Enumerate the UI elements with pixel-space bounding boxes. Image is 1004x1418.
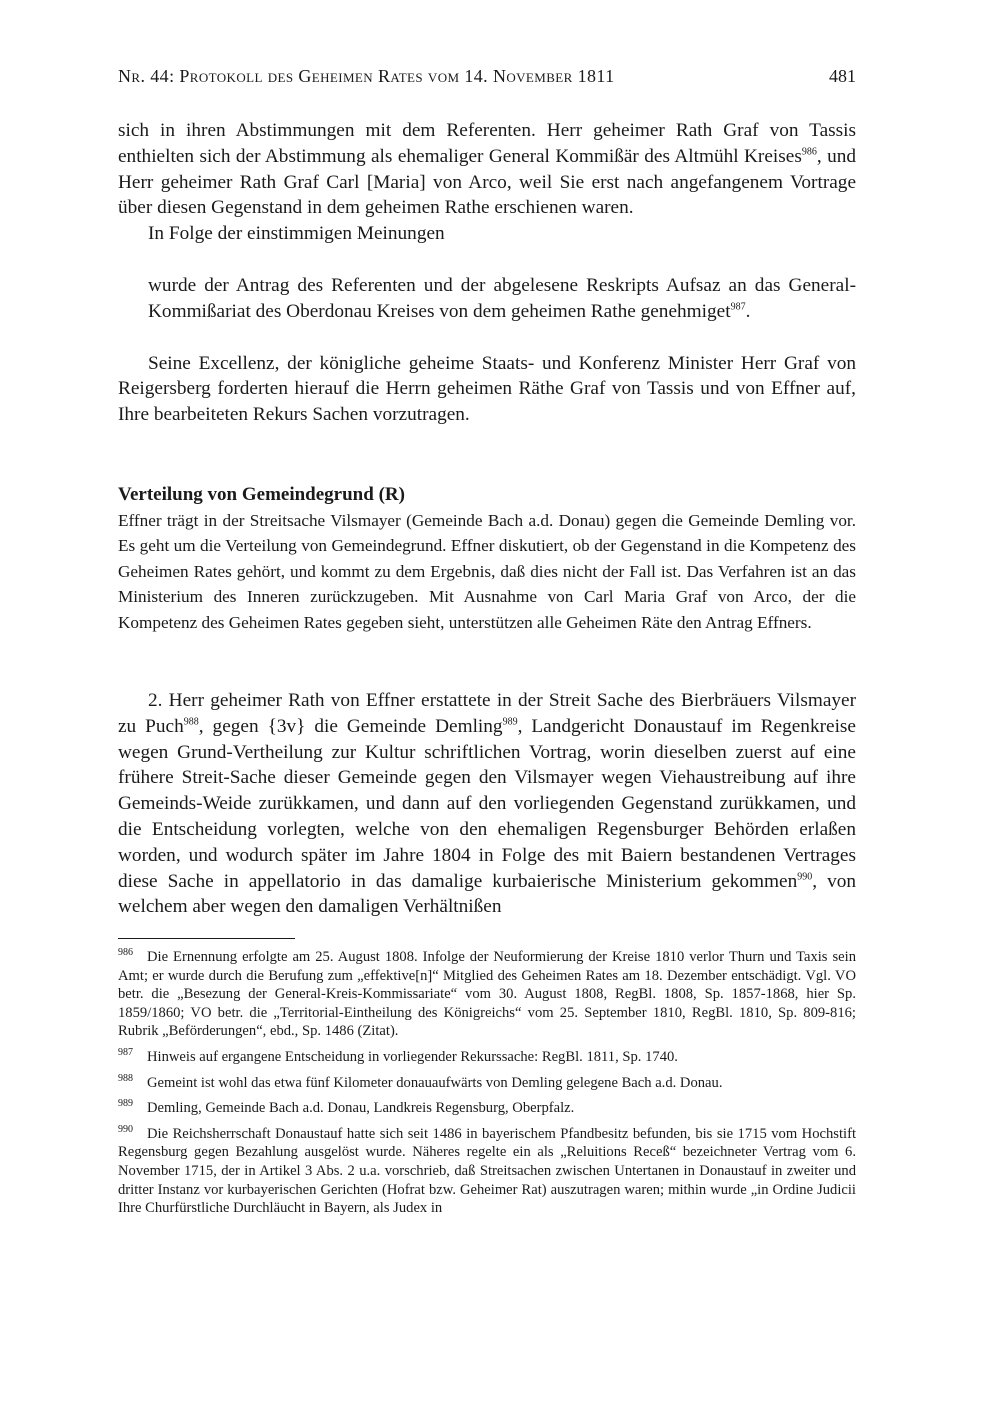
paragraph-consensus: In Folge der einstimmigen Meinungen — [148, 223, 445, 245]
footnote-ref-986[interactable]: 986 — [801, 146, 817, 158]
footnotes — [118, 948, 856, 1225]
paragraph-reigersberg: Seine Excellenz, der königliche geheime Staats- und Konferenz Minister Herr Graf von Reigersberg forderten hierauf die Herrn geheimen Räthe Graf von Tassis und von Effner auf, Ihre bearbeiteten Rekurs Sachen vorzutragen. — [118, 352, 856, 426]
footnote-ref-987[interactable]: 987 — [730, 301, 746, 313]
protocol-text-lower — [118, 688, 856, 920]
paragraph-voting: sich in ihren Abstimmungen mit dem Referenten. Herr geheimer Rath Graf von Tassis enthielten sich der Abstimmung als ehemaliger General Kommißär des Altmühl Kreises$^{986}$, und Herr geheimer Rath Graf Carl [Maria] von Arco, weil Sie erst nach angefangenem Vortrage über diesen Gegenstand in dem geheimen Rathe erschienen waren. — [118, 120, 856, 219]
footnote-987: $^{987}$ Hinweis auf ergangene Entscheidung in vorliegender Rekurssache: RegBl. 1811, Sp. 1740. — [118, 1047, 678, 1065]
footnote-988: $^{988}$ Gemeint ist wohl das etwa fünf Kilometer donauaufwärts von Demling gelegene Bach a.d. Donau. — [118, 1072, 723, 1091]
summary-text: Effner trägt in der Streitsache Vilsmayer (Gemeinde Bach a.d. Donau) gegen die Gemeinde Demling vor. Es geht um die Verteilung von Gemeindegrund. Effner diskutiert, ob der Gegenstand in die Kompetenz des Geheimen Rates gehört, und kommt zu dem Ergebnis, daß dies nicht der Fall ist. Das Verfahren ist an das Ministerium des Inneren zurückzugeben. Mit Ausnahme von Carl Maria Graf von Arco, der die Kompetenz des Geheimen Rates gegeben sieht, unterstützen alle Geheimen Räte den Antrag Effners. — [118, 510, 856, 632]
section-heading: Verteilung von Gemeindegrund (R) — [118, 484, 405, 505]
paragraph-effner-report: 2. Herr geheimer Rath von Effner erstattete in der Streit Sache des Bierbräuers Vilsmayer zu Puch$^{988}$, gegen {3v} die Gemeinde Demling$^{989}$, Landgericht Donaustauf im Regenkreise wegen Grund-Vertheilung zur Kultur schriftlichen Vortrag, worin dieselben zuerst auf eine frühere Streit-Sache dieser Gemeinde gegen den Vilsmayer wegen Viehaustreibung auf ihre Gemeinds-Weide zurükkamen, und dann auf den vorliegenden Gegenstand zurükkamen, und die Entscheidung vorlegten, welche von den ehemaligen Regensburger Behörden erlaßen worden, und wodurch später im Jahre 1804 in Folge des mit Baiern bestandenen Vertrages diese Sache in appellatorio in das damalige kurbaierische Ministerium gekommen$^{990}$, von welchem aber wegen den damaligen Verhältnißen — [118, 690, 856, 918]
page-number: 481 — [829, 66, 856, 86]
footnote-ref-989[interactable]: 989 — [502, 716, 518, 728]
footnote-986: $^{986}$ Die Ernennung erfolgte am 25. August 1808. Infolge der Neuformierung der Kreise 1810 verlor Thurn und Taxis sein Amt; er wurde durch die Berufung zum „effektive[n]“ Mitglied des Geheimen Rates am 18. Dezember entschädigt. Vgl. VO betr. die „Besezung der General-Kreis-Kommissariate“ vom 30. August 1808, RegBl. 1808, Sp. 1857-1868, hier Sp. 1859/1860; VO betr. die „Territorial-Eintheilung des Königreichs“ vom 25. September 1810, RegBl. 1810, Sp. 809-816; Rubrik „Beförderungen“, ebd., Sp. 1486 (Zitat). — [118, 947, 856, 1040]
footnote-990: $^{990}$ Die Reichsherrschaft Donaustauf hatte sich seit 1486 in bayerischem Pfandbesitz befunden, bis sie 1715 vom Hochstift Regensburg gegen Bezahlung ausgelöst wurde. Näheres regelte ein als „Reluitions Receß“ bezeichneter Vertrag vom 6. November 1715, der in Artikel 3 Abs. 2 u.a. vorschrieb, daß Streitsachen zwischen Untertanen in Donaustauf in zweiter und dritter Instanz vor kurbayerischen Gerichten (Hofrat bzw. Geheimer Rat) auszutragen waren; mithin wurde „in Ordine Judicii Ihre Churfürstliche Durchläucht in Bayern, als Judex in — [118, 1123, 856, 1217]
paragraph-resolution: wurde der Antrag des Referenten und der abgelesene Reskripts Aufsaz an das General-Kommißariat des Oberdonau Kreises von dem geheimen Rathe genehmiget$^{987}$. — [148, 274, 856, 322]
running-title: Nr. 44: Protokoll des Geheimen Rates vom 14. November 1811 — [118, 66, 615, 86]
running-header — [118, 66, 856, 94]
protocol-text-upper — [118, 118, 856, 428]
footnote-separator — [118, 938, 295, 939]
footnote-ref-990[interactable]: 990 — [797, 871, 813, 883]
section-summary — [118, 482, 856, 636]
footnote-989: $^{989}$ Demling, Gemeinde Bach a.d. Donau, Landkreis Regensburg, Oberpfalz. — [118, 1098, 575, 1117]
footnote-ref-988[interactable]: 988 — [183, 716, 199, 728]
